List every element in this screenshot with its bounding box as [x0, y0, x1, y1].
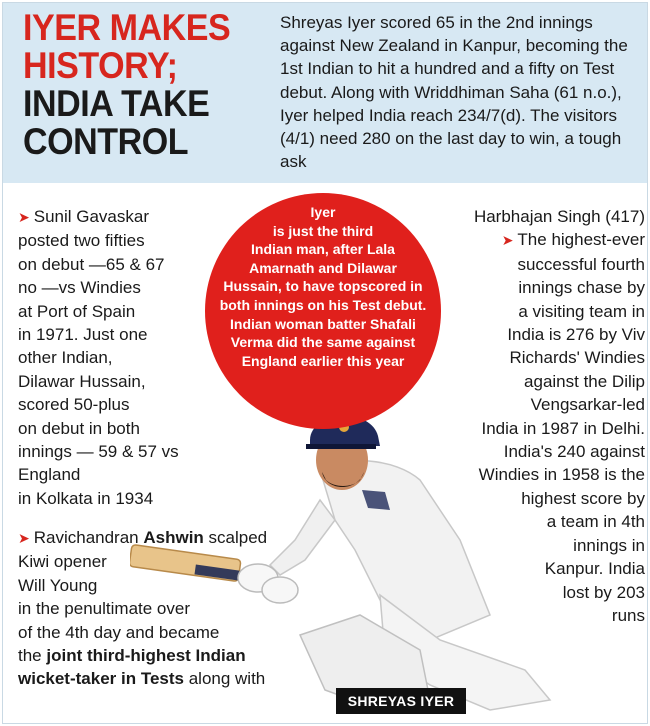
- photo-caption: SHREYAS IYER: [336, 688, 466, 714]
- callout-line: Hussain, to have topscored in: [223, 278, 423, 295]
- headline-line-4: CONTROL: [23, 121, 189, 162]
- arrow-bullet-icon: ➤: [18, 209, 30, 225]
- fact-line: innings — 59 & 57 vs: [18, 442, 179, 462]
- callout-line: both innings on his Test debut.: [219, 296, 427, 313]
- header-panel: [3, 3, 647, 183]
- ashwin-fact: [18, 526, 318, 691]
- callout-line: Indian man, after Lala: [251, 241, 395, 258]
- fact-line: innings in: [573, 535, 645, 555]
- headline: [23, 9, 253, 161]
- fact-line: on debut in both: [18, 418, 140, 438]
- fact-line: Kanpur. India: [544, 559, 645, 579]
- fact-line: Ravichandran: [33, 528, 144, 547]
- fact-line: at Port of Spain: [18, 301, 136, 321]
- fact-line: in Kolkata in 1934: [18, 488, 154, 508]
- fact-line: a team in 4th: [546, 512, 645, 532]
- fact-line: the: [18, 646, 47, 666]
- callout-line: Iyer: [310, 204, 336, 220]
- fact-line: Sunil Gavaskar: [33, 207, 150, 226]
- fact-line: Harbhajan Singh (417): [473, 207, 645, 226]
- callout-line: Amarnath and Dilawar: [249, 259, 397, 276]
- fact-line: Richards' Windies: [509, 348, 645, 368]
- fact-line: posted two fifties: [18, 231, 145, 251]
- fact-line: a visiting team in: [518, 301, 645, 321]
- fact-line: India's 240 against: [503, 442, 645, 462]
- fact-line: India is 276 by Viv: [507, 325, 645, 345]
- fact-line: Vengsarkar-led: [530, 395, 645, 415]
- fact-line: England: [18, 465, 81, 485]
- fact-line: scalped: [203, 528, 268, 547]
- fact-line: highest score by: [521, 488, 645, 508]
- fact-bold: joint third-highest Indian: [46, 646, 246, 666]
- fact-line: in 1971. Just one: [18, 325, 148, 345]
- fact-line: along with: [183, 669, 266, 689]
- arrow-bullet-icon: ➤: [501, 232, 514, 249]
- callout-line: Verma did the same against: [230, 334, 416, 351]
- callout-text: [205, 203, 441, 370]
- fact-line: lost by 203: [562, 582, 645, 602]
- fact-line: Kiwi opener: [18, 552, 107, 572]
- headline-line-1: IYER MAKES: [23, 7, 231, 48]
- fact-line: runs: [611, 605, 645, 625]
- fact-line: of the 4th day and became: [18, 622, 220, 642]
- callout-line: Indian woman batter Shafali: [230, 315, 416, 332]
- arrow-bullet-icon: ➤: [18, 530, 30, 546]
- fact-line: successful fourth: [517, 254, 645, 274]
- fact-line: against the Dilip: [524, 371, 645, 391]
- fact-line: on debut —65 & 67: [18, 254, 165, 274]
- fact-line: in the penultimate over: [18, 599, 190, 619]
- callout-line: England earlier this year: [241, 352, 405, 369]
- fact-line: other Indian,: [18, 348, 113, 368]
- fact-line: scored 50-plus: [18, 395, 130, 415]
- fact-line: India in 1987 in Delhi.: [481, 418, 645, 438]
- fact-line: Dilawar Hussain,: [18, 371, 146, 391]
- lede-text: Shreyas Iyer scored 65 in the 2nd innings against New Zealand in Kanpur, becoming the 1st Indian to hit a hundred and a fifty on Test debut. Along with Wriddhiman Saha (61 n.o.), Iyer helped India reach 234/7(d). The visitors (4/1) need 280 on the last day to win, a tough ask: [280, 13, 628, 172]
- fact-line: innings chase by: [518, 278, 645, 298]
- fact-line: Windies in 1958 is the: [478, 465, 645, 485]
- headline-line-2: HISTORY;: [23, 45, 178, 86]
- fact-line: Will Young: [18, 575, 98, 595]
- headline-line-3: INDIA TAKE: [23, 83, 210, 124]
- fact-bold: Ashwin: [143, 528, 204, 547]
- fact-bold: wicket-taker in Tests: [18, 669, 184, 689]
- callout-line: is just the third: [272, 222, 374, 239]
- fact-line: The highest-ever: [517, 230, 645, 250]
- fact-line: no —vs Windies: [18, 278, 141, 298]
